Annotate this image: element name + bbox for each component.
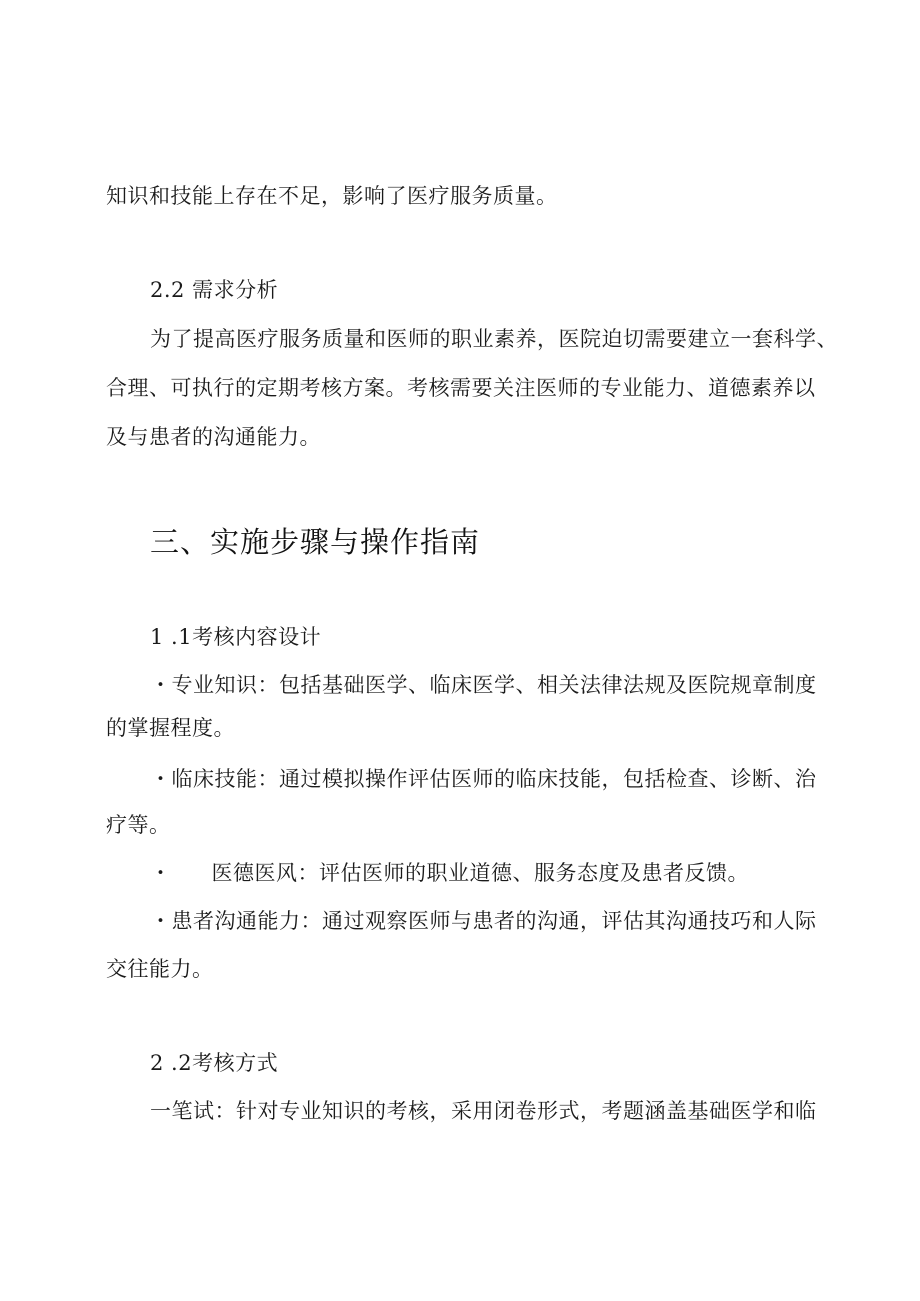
bullet-mark: ・ (150, 861, 172, 885)
paragraph-line: 为了提高医疗服务质量和医师的职业素养，医院迫切需要建立一套科学、 (150, 327, 838, 351)
subsection-title: 2.2 需求分析 (150, 278, 279, 302)
subsection-title: 2 .2考核方式 (150, 1051, 279, 1075)
bullet-line (150, 858, 749, 888)
bullet-text: 医德医风：评估医师的职业道德、服务态度及患者反馈。 (211, 861, 749, 885)
bullet-line: ・临床技能：通过模拟操作评估医师的临床技能，包括检查、诊断、治 (150, 767, 817, 791)
paragraph-line: 一笔试：针对专业知识的考核，采用闭卷形式，考题涵盖基础医学和临 (150, 1099, 817, 1123)
bullet-continuation: 交往能力。 (106, 957, 214, 981)
bullet-continuation: 疗等。 (106, 813, 171, 837)
section-heading: 三、实施步骤与操作指南 (150, 525, 481, 559)
paragraph-line: 知识和技能上存在不足，影响了医疗服务质量。 (106, 184, 558, 208)
paragraph-line: 及与患者的沟通能力。 (106, 425, 321, 449)
bullet-line: ・患者沟通能力：通过观察医师与患者的沟通，评估其沟通技巧和人际 (150, 909, 817, 933)
subsection-title: 1 .1考核内容设计 (150, 625, 322, 649)
bullet-continuation: 的掌握程度。 (106, 716, 235, 740)
bullet-line: ・专业知识：包括基础医学、临床医学、相关法律法规及医院规章制度 (150, 673, 817, 697)
paragraph-line: 合理、可执行的定期考核方案。考核需要关注医师的专业能力、道德素养以 (106, 376, 816, 400)
